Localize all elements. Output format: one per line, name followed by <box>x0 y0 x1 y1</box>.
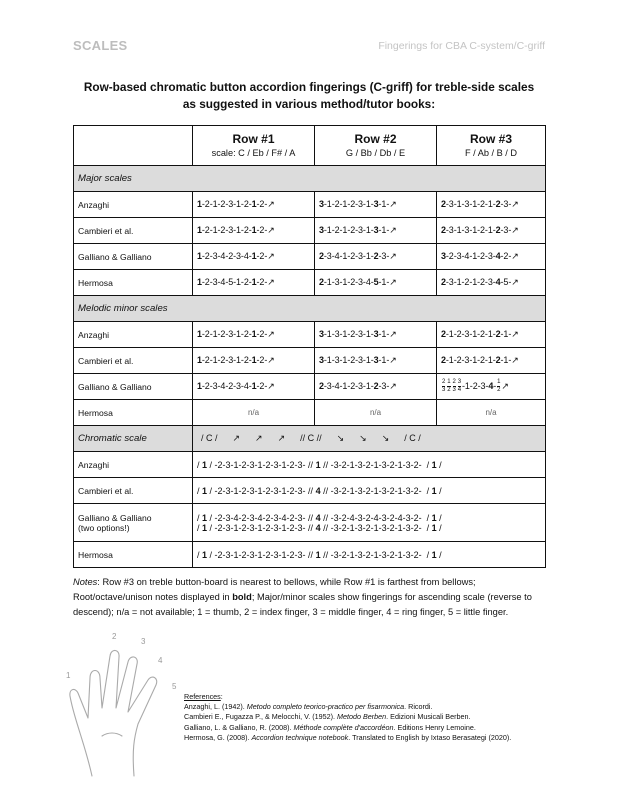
root-finger: 4 <box>315 522 321 533</box>
root-finger: 1 <box>202 459 208 470</box>
source-name: Hermosa <box>78 549 113 560</box>
root-finger: 2 <box>373 251 379 261</box>
finger-sequence: / <box>197 549 203 560</box>
root-finger: 1 <box>202 512 208 523</box>
finger-sequence: / -2-3-1-2-3-1-2-3-1-2-3- // <box>207 549 316 560</box>
finger-sequence: / -2-3-1-2-3-1-2-3-1-2-3- // <box>207 522 316 533</box>
fraction-bottom: 4 <box>457 387 461 393</box>
finger-sequence: -1-↗ <box>378 225 397 235</box>
finger-sequence: -2-↗ <box>256 225 275 235</box>
finger-sequence: -3-↗ <box>378 381 397 391</box>
finger-sequence: // -3-2-1-3-2-1-3-2-1-3-2- / <box>320 549 432 560</box>
hand-label-4: 4 <box>158 656 163 665</box>
finger-sequence: -1-↗ <box>378 277 397 287</box>
reference-publisher: . Translated to English by Ixtaso Berasategi (2020). <box>348 732 512 742</box>
finger-sequence: -1-↗ <box>378 199 397 209</box>
row3-fingering <box>437 192 546 218</box>
root-finger: 2 <box>495 225 501 235</box>
root-finger: 3 <box>373 355 379 365</box>
reference-title: Metodo completo teorico-practico per fisarmonica <box>246 702 405 712</box>
references-block: References: Anzaghi, L. (1942). Metodo completo teorico-practico per fisarmonica. Ricordi. Cambieri E., Fugazza P., & Melocchi, V. (1952). Metodo Berben. Edizioni Musicali Berben. Galliano, L. & Galliano, R. (2008). Méthode complète d'accordéon. Editions Henry Lemoine. Hermosa, G. (2008). Accordion technique notebook. Translated to English by Ixtaso Berasategi (2020). <box>184 692 564 743</box>
finger-sequence: -2-↗ <box>256 329 275 339</box>
table-row <box>74 218 546 244</box>
reference-publisher: . Edizioni Musicali Berben. <box>386 712 471 722</box>
finger-sequence: -2-3-4-2-3-4- <box>201 381 252 391</box>
finger-sequence: -2-↗ <box>500 251 519 261</box>
row3-fingering <box>437 218 546 244</box>
root-finger: 1 <box>251 199 257 209</box>
row2-fingering <box>315 244 437 270</box>
row3-keys: F / Ab / B / D <box>464 148 518 158</box>
finger-sequence: / <box>197 522 203 533</box>
finger-sequence: -2-3-4-1-2-3- <box>445 251 496 261</box>
major-scales-section <box>74 166 546 192</box>
root-finger: 4 <box>315 485 321 496</box>
empty-header-cell <box>74 126 193 166</box>
hand-label-3: 3 <box>141 637 146 646</box>
finger-sequence: ↗ <box>501 380 509 391</box>
row1-fingering <box>193 270 315 296</box>
reference-title: Méthode complète d'accordéon <box>293 722 394 732</box>
table-row <box>74 244 546 270</box>
root-finger: 1 <box>251 355 257 365</box>
notes-text-1: : Row #3 on treble button-board is nearest to bellows, while Row #1 is farthest from bellows; Root/octave/unison notes displayed in <box>73 577 476 602</box>
notes-text-2: ; Major/minor scales show fingerings for ascending scale (reverse to descend); n/a = not available; 1 = thumb, 2 = index finger, 3 = middle finger, 4 = ring finger, 5 = little finger. <box>73 592 532 617</box>
alt-finger-fraction <box>447 379 450 394</box>
finger-sequence: -1-2-3-1-2-1- <box>445 355 496 365</box>
finger-sequence: -1-3-1-2-3-1- <box>323 355 374 365</box>
finger-sequence: -1-3-1-2-3-1- <box>323 329 374 339</box>
root-finger: 3 <box>373 225 379 235</box>
title-line-2: as suggested in various method/tutor books: <box>182 97 436 111</box>
source-label: Hermosa <box>74 400 193 426</box>
finger-sequence: -2-1-2-3-1-2- <box>201 329 252 339</box>
root-finger: 1 <box>431 512 437 523</box>
root-finger: 2 <box>441 277 446 287</box>
root-finger: 1 <box>202 522 208 533</box>
source-label <box>74 452 193 478</box>
document-title <box>60 79 558 113</box>
source-name: Cambieri et al. <box>78 485 134 496</box>
root-finger: 2 <box>319 381 324 391</box>
finger-sequence: / -2-3-1-2-3-1-2-3-1-2-3- // <box>207 459 316 470</box>
finger-sequence: / <box>436 485 442 496</box>
root-finger: 1 <box>251 251 257 261</box>
finger-sequence: / <box>436 522 442 533</box>
finger-sequence: -3-1-3-1-2-1- <box>445 225 496 235</box>
reference-author: Galliano, L. & Galliano, R. (2008). <box>184 722 294 732</box>
root-finger: 1 <box>251 225 257 235</box>
finger-sequence: -2-↗ <box>256 199 275 209</box>
chromatic-scale-pattern: / C / ↗ ↗ ↗ // C // ↘ ↘ ↘ / C / <box>201 433 421 443</box>
melodic-minor-section <box>74 296 546 322</box>
row2-keys: G / Bb / Db / E <box>345 148 406 158</box>
finger-sequence: / <box>197 459 203 470</box>
row1-fingering <box>193 244 315 270</box>
fraction-top: 1 <box>497 379 501 385</box>
row3-fingering <box>437 270 546 296</box>
chromatic-fingering <box>193 478 546 504</box>
chromatic-label: Chromatic scale <box>78 433 147 444</box>
root-finger: 1 <box>251 329 257 339</box>
table-row <box>74 400 546 426</box>
root-finger: 1 <box>431 522 437 533</box>
root-finger: 4 <box>488 380 494 391</box>
root-finger: 1 <box>197 355 202 365</box>
finger-sequence: -1-2-1-2-3-1- <box>323 225 374 235</box>
source-label <box>74 504 193 542</box>
hand-label-5: 5 <box>172 682 177 691</box>
finger-sequence: -2-1-2-3-1-2- <box>201 355 252 365</box>
row3-fingering <box>437 322 546 348</box>
alt-finger-fraction <box>497 379 500 394</box>
row3-fingering <box>437 348 546 374</box>
row2-fingering <box>315 270 437 296</box>
root-finger: 1 <box>315 549 321 560</box>
reference-publisher: . Ricordi. <box>404 702 433 712</box>
reference-publisher: . Editions Henry Lemoine. <box>393 722 476 732</box>
reference-item <box>184 723 564 733</box>
source-label <box>74 478 193 504</box>
source-label <box>74 542 193 568</box>
finger-sequence: -5-↗ <box>500 277 519 287</box>
finger-sequence: - <box>493 380 497 391</box>
root-finger: 2 <box>495 199 501 209</box>
row1-title: Row #1 <box>232 132 275 146</box>
finger-sequence: / <box>436 459 442 470</box>
finger-sequence: -1-↗ <box>500 355 519 365</box>
major-scales-section-label: Major scales <box>74 166 546 192</box>
reference-item <box>184 702 564 712</box>
row1-header <box>193 126 315 166</box>
row2-fingering <box>315 348 437 374</box>
finger-sequence: -3-4-1-2-3-1- <box>323 251 374 261</box>
finger-sequence: -3-4-1-2-3-1- <box>323 381 374 391</box>
fingering-table <box>73 125 546 568</box>
row2-header <box>315 126 437 166</box>
row3-na: n/a <box>437 400 546 426</box>
root-finger: 1 <box>431 485 437 496</box>
row1-fingering <box>193 322 315 348</box>
finger-sequence: / <box>436 549 442 560</box>
row2-title: Row #2 <box>354 132 397 146</box>
table-row <box>74 542 546 568</box>
table-row <box>74 192 546 218</box>
chromatic-fingering <box>193 452 546 478</box>
fraction-bottom: 3 <box>442 387 446 393</box>
finger-sequence: -2-↗ <box>256 355 275 365</box>
root-finger: 3 <box>319 199 324 209</box>
root-finger: 2 <box>441 225 446 235</box>
finger-sequence: -2-1-2-3-1-2- <box>201 199 252 209</box>
finger-sequence: / -2-3-4-2-3-4-2-3-4-2-3- // <box>207 512 316 523</box>
melodic-minor-section-label: Melodic minor scales <box>74 296 546 322</box>
chromatic-section <box>74 426 546 452</box>
root-finger: 3 <box>373 199 379 209</box>
root-finger: 3 <box>319 355 324 365</box>
root-finger: 4 <box>495 277 501 287</box>
root-finger: 2 <box>441 355 446 365</box>
finger-sequence: / <box>197 485 203 496</box>
fraction-bottom: 3 <box>452 387 456 393</box>
root-finger: 2 <box>319 277 324 287</box>
root-finger: 3 <box>319 225 324 235</box>
notes-lead: Notes <box>73 577 98 587</box>
root-finger: 1 <box>251 277 257 287</box>
fraction-bottom: 2 <box>447 387 451 393</box>
finger-sequence: / <box>197 512 203 523</box>
root-finger: 1 <box>197 381 202 391</box>
root-finger: 2 <box>441 199 446 209</box>
root-finger: 4 <box>315 512 321 523</box>
finger-sequence: -2-↗ <box>256 381 275 391</box>
table-row <box>74 504 546 542</box>
table-header-row <box>74 126 546 166</box>
chromatic-line <box>197 513 541 523</box>
root-finger: 1 <box>197 251 202 261</box>
root-finger: 1 <box>202 485 208 496</box>
row1-fingering <box>193 348 315 374</box>
notes-paragraph <box>73 575 551 620</box>
root-finger: 1 <box>315 459 321 470</box>
root-finger: 2 <box>319 251 324 261</box>
hand-diagram-icon <box>62 628 192 778</box>
root-finger: 3 <box>319 329 324 339</box>
chromatic-line <box>197 550 541 560</box>
finger-sequence: -3-↗ <box>500 225 519 235</box>
root-finger: 2 <box>441 329 446 339</box>
row2-fingering <box>315 218 437 244</box>
root-finger: 2 <box>495 355 501 365</box>
running-header: Fingerings for CBA C-system/C-griff <box>378 40 545 52</box>
source-name: Anzaghi <box>78 459 110 470</box>
row3-header <box>437 126 546 166</box>
finger-sequence: -2-↗ <box>256 251 275 261</box>
row1-fingering <box>193 192 315 218</box>
row1-fingering <box>193 218 315 244</box>
finger-sequence: -3-1-2-1-2-3- <box>445 277 496 287</box>
source-label: Cambieri et al. <box>74 348 193 374</box>
finger-sequence: -2-↗ <box>256 277 275 287</box>
finger-sequence: // -3-2-4-3-2-4-3-2-4-3-2- / <box>320 512 432 523</box>
references-heading: References <box>184 692 221 701</box>
chromatic-section-label <box>74 426 193 452</box>
source-label: Cambieri et al. <box>74 218 193 244</box>
table-row <box>74 322 546 348</box>
finger-sequence: -1-2-3- <box>462 380 489 391</box>
reference-item <box>184 733 564 743</box>
row2-fingering <box>315 322 437 348</box>
notes-bold: bold <box>232 592 252 602</box>
source-label: Galliano & Galliano <box>74 244 193 270</box>
finger-sequence: -2-3-4-5-1-2- <box>201 277 252 287</box>
reference-author: Anzaghi, L. (1942). <box>184 702 247 712</box>
title-line-1: Row-based chromatic button accordion fingerings (C-griff) for treble-side scales <box>83 80 535 94</box>
root-finger: 4 <box>495 251 501 261</box>
finger-sequence: / -2-3-1-2-3-1-2-3-1-2-3- // <box>207 485 316 496</box>
row2-na: n/a <box>315 400 437 426</box>
fraction-top: 1 <box>447 379 451 385</box>
finger-sequence: -1-↗ <box>378 355 397 365</box>
fraction-top: 2 <box>452 379 456 385</box>
finger-sequence: -3-1-3-1-2-1- <box>445 199 496 209</box>
root-finger: 2 <box>373 381 379 391</box>
finger-sequence: -3-↗ <box>378 251 397 261</box>
row1-keys: scale: C / Eb / F# / A <box>211 148 296 158</box>
finger-sequence: // -3-2-1-3-2-1-3-2-1-3-2- / <box>320 485 432 496</box>
root-finger: 3 <box>441 251 446 261</box>
root-finger: 1 <box>202 549 208 560</box>
root-finger: 1 <box>251 381 257 391</box>
table-row <box>74 478 546 504</box>
table-row <box>74 348 546 374</box>
finger-sequence: -1-3-1-2-3-4- <box>323 277 374 287</box>
finger-sequence: // -3-2-1-3-2-1-3-2-1-3-2- / <box>320 522 432 533</box>
finger-sequence: -1-2-1-2-3-1- <box>323 199 374 209</box>
root-finger: 2 <box>495 329 501 339</box>
finger-sequence: // -3-2-1-3-2-1-3-2-1-3-2- / <box>320 459 432 470</box>
source-label: Hermosa <box>74 270 193 296</box>
row1-fingering <box>193 374 315 400</box>
finger-sequence: -1-↗ <box>378 329 397 339</box>
table-row <box>74 452 546 478</box>
row2-fingering <box>315 374 437 400</box>
chromatic-fingering <box>193 542 546 568</box>
alt-finger-fraction <box>442 379 445 394</box>
reference-author: Cambieri E., Fugazza P., & Melocchi, V. (1952). <box>184 712 338 722</box>
root-finger: 1 <box>197 199 202 209</box>
alt-finger-fraction <box>453 379 456 394</box>
chromatic-line <box>197 523 541 533</box>
section-header: SCALES <box>73 38 128 53</box>
finger-sequence: / <box>436 512 442 523</box>
row3-fingering <box>437 244 546 270</box>
hand-label-2: 2 <box>112 632 117 641</box>
root-finger: 1 <box>431 549 437 560</box>
chromatic-fingering <box>193 504 546 542</box>
row2-fingering <box>315 192 437 218</box>
row3-title: Row #3 <box>469 132 512 146</box>
chromatic-line <box>197 486 541 496</box>
finger-sequence: -1-2-3-1-2-1- <box>445 329 496 339</box>
references-list <box>184 702 564 743</box>
fraction-top: 2 <box>442 379 446 385</box>
reference-title: Metodo Berben <box>337 712 387 722</box>
finger-sequence: -2-1-2-3-1-2- <box>201 225 252 235</box>
root-finger: 1 <box>197 329 202 339</box>
root-finger: 1 <box>431 459 437 470</box>
hand-label-1: 1 <box>66 671 71 680</box>
finger-sequence: -2-3-4-2-3-4- <box>201 251 252 261</box>
source-note: (two options!) <box>78 522 130 533</box>
chromatic-line <box>197 460 541 470</box>
source-label: Anzaghi <box>74 322 193 348</box>
chromatic-scale-cell <box>193 426 546 452</box>
table-row <box>74 374 546 400</box>
root-finger: 3 <box>373 329 379 339</box>
reference-item <box>184 712 564 722</box>
reference-author: Hermosa, G. (2008). <box>184 732 252 742</box>
reference-title: Accordion technique notebook <box>251 732 349 742</box>
root-finger: 1 <box>197 225 202 235</box>
source-label: Anzaghi <box>74 192 193 218</box>
finger-sequence: -3-↗ <box>500 199 519 209</box>
root-finger: 5 <box>373 277 379 287</box>
root-finger: 1 <box>197 277 202 287</box>
row3-fingering <box>437 374 546 400</box>
fraction-top: 3 <box>457 379 461 385</box>
source-label: Galliano & Galliano <box>74 374 193 400</box>
table-row <box>74 270 546 296</box>
fraction-bottom: 2 <box>497 387 501 393</box>
source-name: Galliano & Galliano <box>78 512 152 523</box>
row1-na: n/a <box>193 400 315 426</box>
alt-finger-fraction <box>458 379 461 394</box>
finger-sequence: -1-↗ <box>500 329 519 339</box>
